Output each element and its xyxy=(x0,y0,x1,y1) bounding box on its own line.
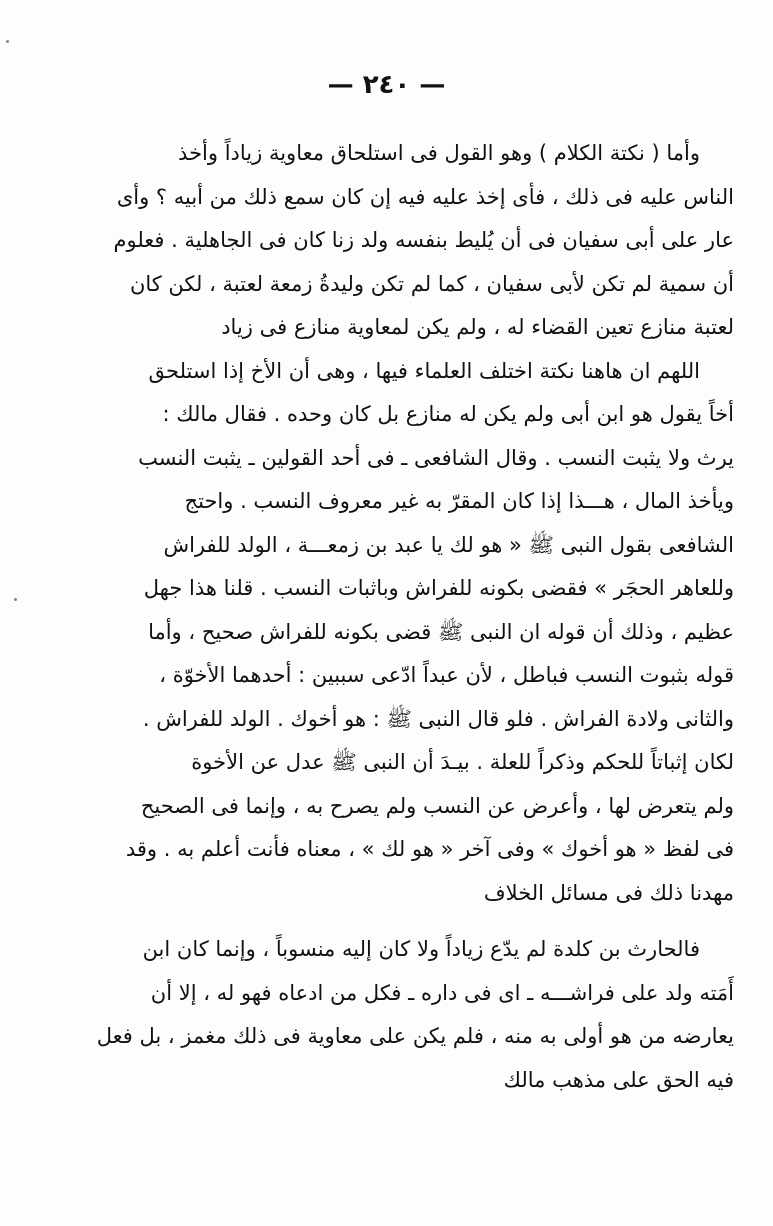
text-line: فى لفظ « هو أخوك » وفى آخر « هو لك » ، معناه فأنت أعلم به . وقد xyxy=(125,837,734,861)
paragraph xyxy=(44,132,734,915)
text-line: وللعاهر الحجَر » فقضى بكونه للفراش وباثبات النسب . قلنا هذا جهل xyxy=(143,576,734,600)
text-block-main xyxy=(44,132,734,915)
text-line: أن سمية لم تكن لأبى سفيان ، كما لم تكن وليدةُ زمعة لعتبة ، لكن كان xyxy=(129,271,734,296)
text-line: قوله بثبوت النسب فباطل ، لأن عبداً ادّعى سببين : أحدهما الأخوّة ، xyxy=(159,663,734,687)
text-line: يعارضه من هو أولى به منه ، فلم يكن على معاوية فى ذلك مغمز ، بل فعل xyxy=(96,1024,734,1048)
text-line: فالحارث بن كلدة لم يدّع زياداً ولا كان إليه منسوباً ، وإنما كان ابن xyxy=(142,937,700,961)
text-line: وأما ( نكتة الكلام ) وهو القول فى استلحاق معاوية زياداً وأخذ xyxy=(178,141,700,165)
text-block-second xyxy=(44,928,734,1102)
paragraph xyxy=(44,928,734,1102)
text-line: ويأخذ المال ، هـــذا إذا كان المقرّ به غير معروف النسب . واحتج xyxy=(184,489,734,513)
text-line: الشافعى بقول النبى ﷺ « هو لك يا عبد بن زمعـــة ، الولد للفراش xyxy=(163,532,734,557)
text-line: يرث ولا يثبت النسب . وقال الشافعى ـ فى أحد القولين ـ يثبت النسب xyxy=(138,445,734,470)
text-line: عظيم ، وذلك أن قوله ان النبى ﷺ قضى بكونه للفراش صحيح ، وأما xyxy=(148,619,734,644)
text-line: لعتبة منازع تعين القضاء له ، ولم يكن لمعاوية منازع فى زياد xyxy=(221,315,734,339)
text-line: أخاً يقول هو ابن أبى ولم يكن له منازع بل كان وحده . فقال مالك : xyxy=(162,402,734,426)
text-line: عار على أبى سفيان فى أن يُليط بنفسه ولد زنا كان فى الجاهلية . فعلوم xyxy=(113,228,734,252)
scan-speck xyxy=(6,40,9,43)
page-number: — ٢٤٠ — xyxy=(327,70,446,100)
text-line: لكان إثباتاً للحكم وذكراً للعلة . بيـدَ أن النبى ﷺ عدل عن الأخوة xyxy=(191,750,734,774)
scan-speck xyxy=(14,598,17,601)
text-line: مهدنا ذلك فى مسائل الخلاف xyxy=(483,880,734,905)
text-line: فيه الحق على مذهب مالك xyxy=(503,1067,734,1092)
text-line: ولم يتعرض لها ، وأعرض عن النسب ولم يصرح به ، وإنما فى الصحيح xyxy=(140,793,734,818)
text-line: والثانى ولادة الفراش . فلو قال النبى ﷺ : هو أخوك . الولد للفراش . xyxy=(142,706,734,731)
text-line: الناس عليه فى ذلك ، فأى إخذ عليه فيه إن كان سمع ذلك من أبيه ؟ وأى xyxy=(116,184,734,209)
text-line: أَمَته ولد على فراشـــه ـ اى فى داره ـ فكل من ادعاه فهو له ، إلا أن xyxy=(150,980,734,1005)
text-line: اللهم ان هاهنا نكتة اختلف العلماء فيها ، وهى أن الأخ إذا استلحق xyxy=(148,358,700,383)
